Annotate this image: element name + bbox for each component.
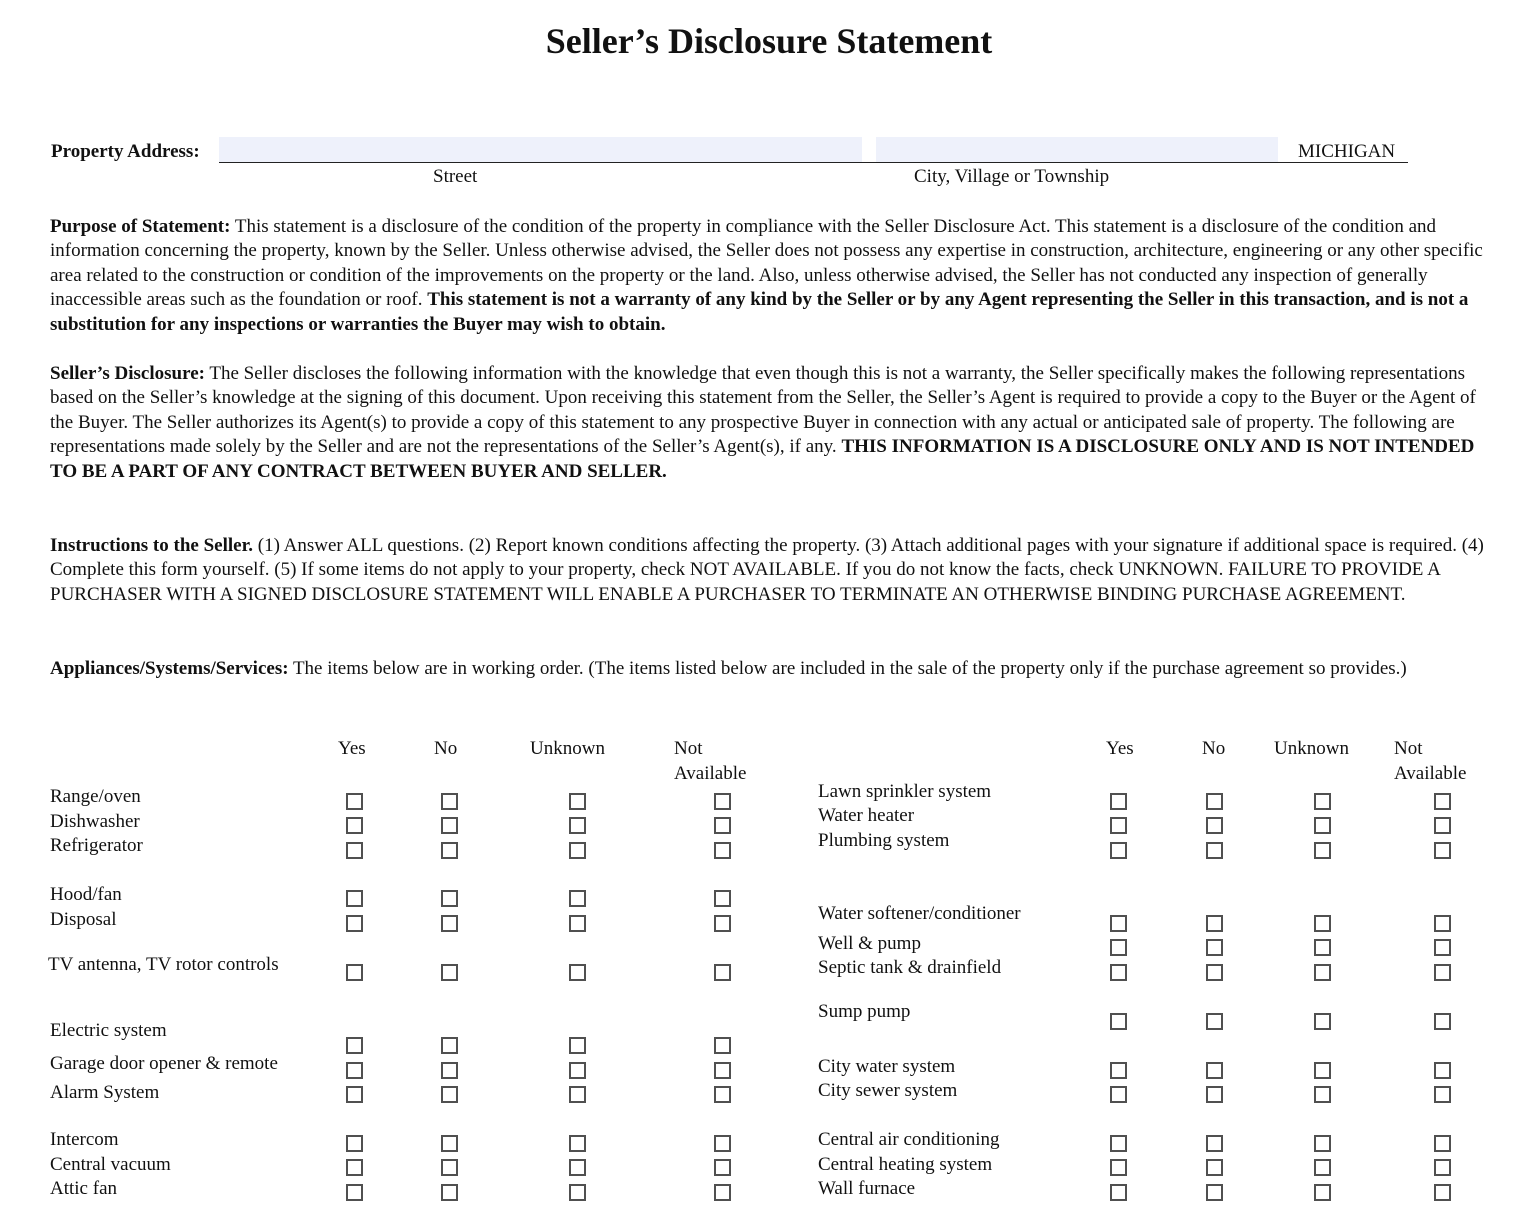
city-sewer-no-checkbox[interactable] — [1206, 1086, 1223, 1103]
water-heater-unknown-checkbox[interactable] — [1314, 817, 1331, 834]
street-caption: Street — [433, 166, 478, 187]
water-softener-unknown-checkbox[interactable] — [1314, 915, 1331, 932]
instructions-paragraph — [50, 534, 1490, 607]
refrigerator-yes-checkbox[interactable] — [346, 842, 363, 859]
lawn-sprinkler-no-checkbox[interactable] — [1206, 793, 1223, 810]
instructions-text: (1) Answer ALL questions. (2) Report known conditions affecting the property. (3) Attach additional pages with your signature if additional space is required. (4) Complete this form yourself. (5) If some items do not apply to your property, check NOT AVAILABLE. If you do not know the facts, check UNKNOWN. FAILURE TO PROVIDE A PURCHASER WITH A SIGNED DISCLOSURE STATEMENT WILL ENABLE A PURCHASER TO TERMINATE AN OTHERWISE BINDING PURCHASE AGREEMENT. — [50, 535, 1484, 605]
item-label-central-heating: Central heating system — [818, 1154, 993, 1175]
sump-pump-no-checkbox[interactable] — [1206, 1013, 1223, 1030]
range-oven-no-checkbox[interactable] — [441, 793, 458, 810]
city-caption: City, Village or Township — [914, 166, 1110, 187]
alarm-system-not-available-checkbox[interactable] — [714, 1086, 731, 1103]
right-header-not: Not — [1394, 738, 1423, 759]
city-water-no-checkbox[interactable] — [1206, 1062, 1223, 1079]
sump-pump-yes-checkbox[interactable] — [1110, 1013, 1127, 1030]
item-label-septic-tank: Septic tank & drainfield — [818, 957, 1002, 978]
alarm-system-unknown-checkbox[interactable] — [569, 1086, 586, 1103]
septic-tank-no-checkbox[interactable] — [1206, 964, 1223, 981]
item-label-central-air: Central air conditioning — [818, 1129, 1000, 1150]
water-heater-yes-checkbox[interactable] — [1110, 817, 1127, 834]
hood-fan-not-available-checkbox[interactable] — [714, 890, 731, 907]
intercom-yes-checkbox[interactable] — [346, 1135, 363, 1152]
water-heater-not-available-checkbox[interactable] — [1434, 817, 1451, 834]
item-label-attic-fan: Attic fan — [50, 1178, 118, 1199]
range-oven-not-available-checkbox[interactable] — [714, 793, 731, 810]
water-softener-not-available-checkbox[interactable] — [1434, 915, 1451, 932]
electric-system-not-available-checkbox[interactable] — [714, 1037, 731, 1054]
intercom-unknown-checkbox[interactable] — [569, 1135, 586, 1152]
disposal-unknown-checkbox[interactable] — [569, 915, 586, 932]
disposal-no-checkbox[interactable] — [441, 915, 458, 932]
purpose-bold-text: This statement is not a warranty of any kind by the Seller or by any Agent representing the Seller in this transaction, and is not a substitution for any inspections or warranties the Buyer may wish to obtain. — [50, 289, 1469, 335]
electric-system-unknown-checkbox[interactable] — [569, 1037, 586, 1054]
right-header-no: No — [1202, 738, 1226, 759]
central-vacuum-unknown-checkbox[interactable] — [569, 1159, 586, 1176]
city-water-unknown-checkbox[interactable] — [1314, 1062, 1331, 1079]
garage-door-unknown-checkbox[interactable] — [569, 1062, 586, 1079]
left-header-no: No — [434, 738, 458, 759]
item-label-lawn-sprinkler: Lawn sprinkler system — [818, 781, 992, 802]
right-header-yes: Yes — [1106, 738, 1134, 759]
hood-fan-no-checkbox[interactable] — [441, 890, 458, 907]
lawn-sprinkler-unknown-checkbox[interactable] — [1314, 793, 1331, 810]
attic-fan-not-available-checkbox[interactable] — [714, 1184, 731, 1201]
item-label-hood-fan: Hood/fan — [50, 884, 122, 905]
intercom-no-checkbox[interactable] — [441, 1135, 458, 1152]
appliances-text: The items below are in working order. (The items listed below are included in the sale of the property only if the purchase agreement so provides.) — [288, 658, 1407, 679]
tv-antenna-yes-checkbox[interactable] — [346, 964, 363, 981]
central-heating-no-checkbox[interactable] — [1206, 1159, 1223, 1176]
disposal-yes-checkbox[interactable] — [346, 915, 363, 932]
dishwasher-not-available-checkbox[interactable] — [714, 817, 731, 834]
alarm-system-no-checkbox[interactable] — [441, 1086, 458, 1103]
central-air-not-available-checkbox[interactable] — [1434, 1135, 1451, 1152]
water-softener-yes-checkbox[interactable] — [1110, 915, 1127, 932]
instructions-heading: Instructions to the Seller. — [50, 535, 254, 556]
well-pump-not-available-checkbox[interactable] — [1434, 939, 1451, 956]
wall-furnace-no-checkbox[interactable] — [1206, 1184, 1223, 1201]
item-label-water-softener: Water softener/conditioner — [818, 903, 1021, 924]
tv-antenna-unknown-checkbox[interactable] — [569, 964, 586, 981]
garage-door-yes-checkbox[interactable] — [346, 1062, 363, 1079]
central-heating-unknown-checkbox[interactable] — [1314, 1159, 1331, 1176]
refrigerator-unknown-checkbox[interactable] — [569, 842, 586, 859]
well-pump-yes-checkbox[interactable] — [1110, 939, 1127, 956]
item-label-dishwasher: Dishwasher — [50, 811, 140, 832]
sump-pump-not-available-checkbox[interactable] — [1434, 1013, 1451, 1030]
left-header-unknown: Unknown — [530, 738, 605, 759]
alarm-system-yes-checkbox[interactable] — [346, 1086, 363, 1103]
item-label-range-oven: Range/oven — [50, 786, 141, 807]
item-label-water-heater: Water heater — [818, 805, 915, 826]
address-underline — [219, 162, 1408, 163]
central-heating-yes-checkbox[interactable] — [1110, 1159, 1127, 1176]
garage-door-no-checkbox[interactable] — [441, 1062, 458, 1079]
range-oven-yes-checkbox[interactable] — [346, 793, 363, 810]
water-heater-no-checkbox[interactable] — [1206, 817, 1223, 834]
plumbing-system-no-checkbox[interactable] — [1206, 842, 1223, 859]
garage-door-not-available-checkbox[interactable] — [714, 1062, 731, 1079]
item-label-alarm-system: Alarm System — [50, 1082, 160, 1103]
water-softener-no-checkbox[interactable] — [1206, 915, 1223, 932]
central-vacuum-not-available-checkbox[interactable] — [714, 1159, 731, 1176]
item-label-disposal: Disposal — [50, 909, 117, 930]
plumbing-system-yes-checkbox[interactable] — [1110, 842, 1127, 859]
wall-furnace-yes-checkbox[interactable] — [1110, 1184, 1127, 1201]
item-label-refrigerator: Refrigerator — [50, 835, 143, 856]
purpose-text: This statement is a disclosure of the condition of the property in compliance with the Seller Disclosure Act. This statement is a disclosure of the condition and information concerning the property, known by the Seller. Unless otherwise advised, the Seller does not possess any expertise in construction, architecture, engineering or any other specific area related to the construction or condition of the improvements on the property or the land. Also, unless otherwise advised, the Seller has not conducted any inspection of generally inaccessible areas such as the foundation or roof. — [50, 216, 1483, 311]
septic-tank-yes-checkbox[interactable] — [1110, 964, 1127, 981]
refrigerator-not-available-checkbox[interactable] — [714, 842, 731, 859]
dishwasher-yes-checkbox[interactable] — [346, 817, 363, 834]
left-header-not: Not — [674, 738, 703, 759]
attic-fan-unknown-checkbox[interactable] — [569, 1184, 586, 1201]
item-label-wall-furnace: Wall furnace — [818, 1178, 916, 1199]
disclosure-bold-text: THIS INFORMATION IS A DISCLOSURE ONLY AND IS NOT INTENDED TO BE A PART OF ANY CONTRACT BETWEEN BUYER AND SELLER. — [50, 436, 1475, 482]
hood-fan-yes-checkbox[interactable] — [346, 890, 363, 907]
left-header-available: Available — [674, 763, 747, 784]
item-label-plumbing-system: Plumbing system — [818, 830, 950, 851]
item-label-well-pump: Well & pump — [818, 933, 921, 954]
plumbing-system-unknown-checkbox[interactable] — [1314, 842, 1331, 859]
well-pump-unknown-checkbox[interactable] — [1314, 939, 1331, 956]
city-water-yes-checkbox[interactable] — [1110, 1062, 1127, 1079]
wall-furnace-not-available-checkbox[interactable] — [1434, 1184, 1451, 1201]
central-vacuum-no-checkbox[interactable] — [441, 1159, 458, 1176]
item-label-city-water: City water system — [818, 1056, 956, 1077]
purpose-heading: Purpose of Statement: — [50, 216, 231, 237]
dishwasher-no-checkbox[interactable] — [441, 817, 458, 834]
refrigerator-no-checkbox[interactable] — [441, 842, 458, 859]
intercom-not-available-checkbox[interactable] — [714, 1135, 731, 1152]
tv-antenna-no-checkbox[interactable] — [441, 964, 458, 981]
city-sewer-unknown-checkbox[interactable] — [1314, 1086, 1331, 1103]
range-oven-unknown-checkbox[interactable] — [569, 793, 586, 810]
state-label: MICHIGAN — [1298, 141, 1396, 162]
page-title: Seller’s Disclosure Statement — [545, 21, 993, 61]
item-label-city-sewer: City sewer system — [818, 1080, 958, 1101]
item-label-garage-door-opener: Garage door opener & remote — [50, 1053, 278, 1074]
item-label-sump-pump: Sump pump — [818, 1001, 911, 1022]
plumbing-system-not-available-checkbox[interactable] — [1434, 842, 1451, 859]
septic-tank-unknown-checkbox[interactable] — [1314, 964, 1331, 981]
item-label-tv-antenna: TV antenna, TV rotor controls — [48, 954, 279, 975]
dishwasher-unknown-checkbox[interactable] — [569, 817, 586, 834]
city-sewer-yes-checkbox[interactable] — [1110, 1086, 1127, 1103]
attic-fan-yes-checkbox[interactable] — [346, 1184, 363, 1201]
central-air-no-checkbox[interactable] — [1206, 1135, 1223, 1152]
disclosure-heading: Seller’s Disclosure: — [50, 363, 205, 384]
street-input[interactable] — [219, 137, 862, 162]
central-heating-not-available-checkbox[interactable] — [1434, 1159, 1451, 1176]
attic-fan-no-checkbox[interactable] — [441, 1184, 458, 1201]
wall-furnace-unknown-checkbox[interactable] — [1314, 1184, 1331, 1201]
city-water-not-available-checkbox[interactable] — [1434, 1062, 1451, 1079]
sump-pump-unknown-checkbox[interactable] — [1314, 1013, 1331, 1030]
item-label-intercom: Intercom — [50, 1129, 119, 1150]
appliances-paragraph — [50, 657, 1490, 681]
property-address-label: Property Address: — [51, 141, 200, 162]
hood-fan-unknown-checkbox[interactable] — [569, 890, 586, 907]
electric-system-no-checkbox[interactable] — [441, 1037, 458, 1054]
city-input[interactable] — [876, 137, 1278, 162]
central-air-unknown-checkbox[interactable] — [1314, 1135, 1331, 1152]
lawn-sprinkler-yes-checkbox[interactable] — [1110, 793, 1127, 810]
disclosure-text: The Seller discloses the following information with the knowledge that even though this is not a warranty, the Seller specifically makes the following representations based on the Seller’s knowledge at the signing of this document. Upon receiving this statement from the Seller, the Seller’s Agent is required to provide a copy to the Buyer or the Agent of the Buyer. The Seller authorizes its Agent(s) to provide a copy of this statement to any prospective Buyer in connection with any actual or anticipated sale of property. The following are representations made solely by the Seller and are not the representations of the Seller’s Agent(s), if any. — [50, 363, 1476, 458]
appliances-heading: Appliances/Systems/Services: — [50, 658, 289, 679]
disclosure-paragraph — [50, 362, 1490, 484]
well-pump-no-checkbox[interactable] — [1206, 939, 1223, 956]
right-header-available: Available — [1394, 763, 1467, 784]
item-label-electric-system: Electric system — [50, 1020, 167, 1041]
lawn-sprinkler-not-available-checkbox[interactable] — [1434, 793, 1451, 810]
right-header-unknown: Unknown — [1274, 738, 1349, 759]
city-sewer-not-available-checkbox[interactable] — [1434, 1086, 1451, 1103]
tv-antenna-not-available-checkbox[interactable] — [714, 964, 731, 981]
left-header-yes: Yes — [338, 738, 366, 759]
septic-tank-not-available-checkbox[interactable] — [1434, 964, 1451, 981]
central-air-yes-checkbox[interactable] — [1110, 1135, 1127, 1152]
item-label-central-vacuum: Central vacuum — [50, 1154, 171, 1175]
electric-system-yes-checkbox[interactable] — [346, 1037, 363, 1054]
purpose-paragraph — [50, 215, 1490, 337]
central-vacuum-yes-checkbox[interactable] — [346, 1159, 363, 1176]
disposal-not-available-checkbox[interactable] — [714, 915, 731, 932]
